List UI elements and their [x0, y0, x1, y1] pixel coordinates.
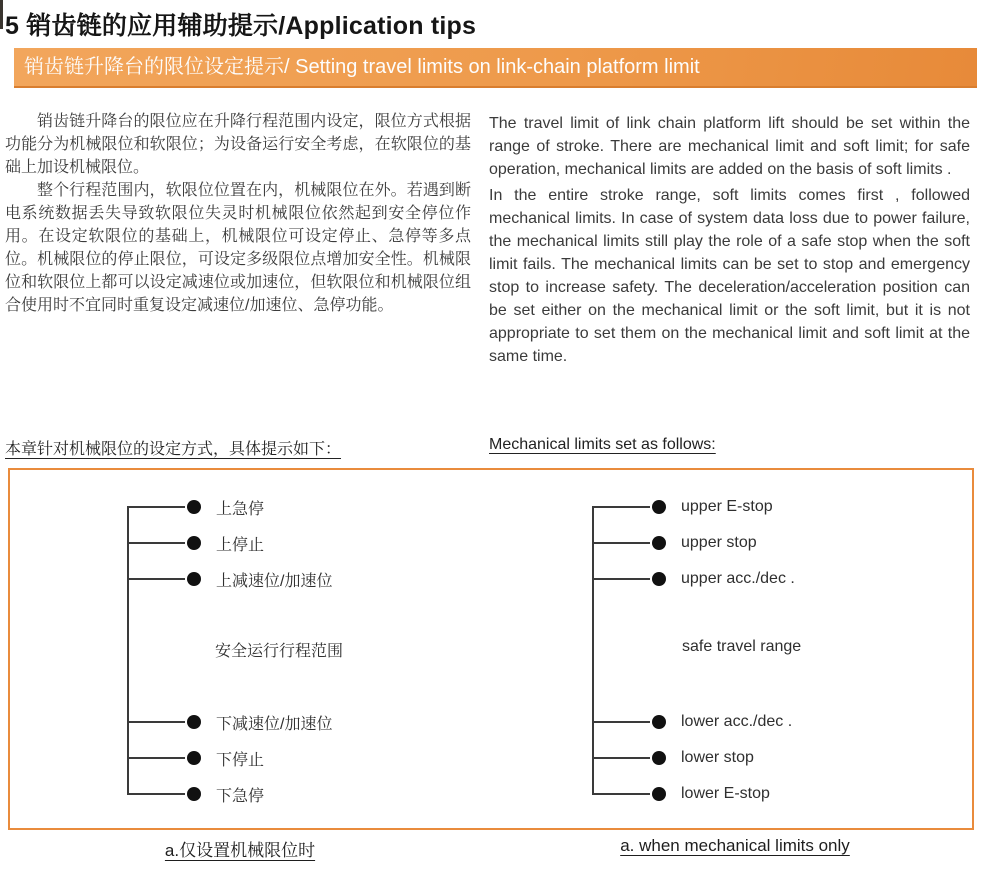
limit-row — [592, 748, 754, 768]
limit-row — [127, 712, 332, 732]
bullet-point-icon — [652, 715, 666, 729]
limit-row — [127, 748, 264, 768]
subheading-english: Mechanical limits set as follows: — [489, 436, 716, 453]
bullet-point-icon — [652, 751, 666, 765]
page-edge-mark — [0, 0, 3, 29]
branch-line — [592, 721, 650, 723]
section-banner-text: 销齿链升降台的限位设定提示/ Setting travel limits on link-chain platform limit — [24, 56, 700, 78]
safe-range-label: 安全运行行程范围 — [215, 643, 344, 660]
limit-row — [592, 533, 757, 553]
branch-line — [592, 578, 650, 580]
limits-diagram-english — [592, 470, 972, 828]
limit-label: 下急停 — [216, 787, 265, 805]
limit-label: 上减速位/加速位 — [216, 572, 333, 590]
subheading-chinese: 本章针对机械限位的设定方式，具体提示如下： — [5, 441, 342, 458]
bullet-point-icon — [187, 500, 201, 514]
limit-label: lower E-stop — [681, 785, 770, 802]
branch-line — [127, 542, 185, 544]
limit-row — [127, 569, 332, 589]
limit-row — [127, 784, 264, 804]
limit-row — [592, 497, 773, 517]
limit-label: 上停止 — [216, 536, 265, 554]
limit-label: lower acc./dec . — [681, 713, 793, 730]
diagram-caption-english: a. when mechanical limits only — [620, 836, 850, 855]
bullet-point-icon — [187, 572, 201, 586]
branch-line — [127, 578, 185, 580]
bullet-point-icon — [187, 787, 201, 801]
paragraph-zh-2: 整个行程范围内，软限位位置在内，机械限位在外。若遇到断电系统数据丢失导致软限位失灵时机械限位依然起到安全停位作用。在设定软限位的基础上，机械限位可设定停止、急停等多点位。机械限位的停止限位，可设定多级限位点增加安全性。机械限位和软限位上都可以设定减速位或加速位，但软限位和机械限位组合使用时不宜同时重复设定减速位/加速位、急停功能。 — [5, 182, 471, 314]
limit-row — [592, 569, 795, 589]
bullet-point-icon — [652, 536, 666, 550]
paragraph-en-1: The travel limit of link chain platform lift should be set within the range of stroke. There are mechanical limit and soft limit; for safe operation, mechanical limits are added on the basis of soft limits . — [489, 115, 970, 178]
limit-row — [592, 712, 792, 732]
limit-row — [592, 784, 770, 804]
branch-line — [127, 757, 185, 759]
branch-line — [127, 721, 185, 723]
branch-line — [592, 506, 650, 508]
branch-line — [592, 757, 650, 759]
diagram-caption-chinese: a.仅设置机械限位时 — [164, 841, 316, 860]
section-banner — [14, 48, 977, 88]
limit-row — [127, 497, 264, 517]
branch-line — [127, 506, 185, 508]
paragraph-zh-1: 销齿链升降台的限位应在升降行程范围内设定，限位方式根据功能分为机械限位和软限位；为设备运行安全考虑，在软限位的基础上加设机械限位。 — [5, 113, 471, 176]
limit-row — [127, 533, 264, 553]
body-column-english — [489, 112, 970, 371]
page-title: 5 销齿链的应用辅助提示/Application tips — [5, 12, 477, 40]
limit-label: upper E-stop — [681, 498, 773, 515]
limit-label: lower stop — [681, 749, 754, 766]
limit-label: upper stop — [681, 534, 757, 551]
bullet-point-icon — [652, 787, 666, 801]
bullet-point-icon — [187, 715, 201, 729]
paragraph-en-2: In the entire stroke range, soft limits comes first , followed mechanical limits. In case of system data loss due to power failure, the mechanical limits still play the role of a safe stop when the soft limit fails. The mechanical limits can be set to stop and emergency stop to increase safety. The deceleration/acceleration position can be set either on the mechanical limit or the soft limit, but it is not appropriate to set them on the mechanical limit and soft limit at the same time. — [489, 187, 970, 365]
limit-label: upper acc./dec . — [681, 570, 795, 587]
branch-line — [127, 793, 185, 795]
bullet-point-icon — [187, 536, 201, 550]
bullet-point-icon — [187, 751, 201, 765]
body-column-chinese — [5, 110, 471, 317]
limit-label: 下停止 — [216, 751, 265, 769]
bullet-point-icon — [652, 500, 666, 514]
limits-diagram-box — [8, 468, 974, 830]
branch-line — [592, 542, 650, 544]
branch-line — [592, 793, 650, 795]
bullet-point-icon — [652, 572, 666, 586]
limit-label: 上急停 — [216, 500, 265, 518]
limit-label: 下减速位/加速位 — [216, 715, 333, 733]
limits-diagram-chinese — [127, 470, 487, 828]
safe-range-label: safe travel range — [682, 638, 802, 655]
